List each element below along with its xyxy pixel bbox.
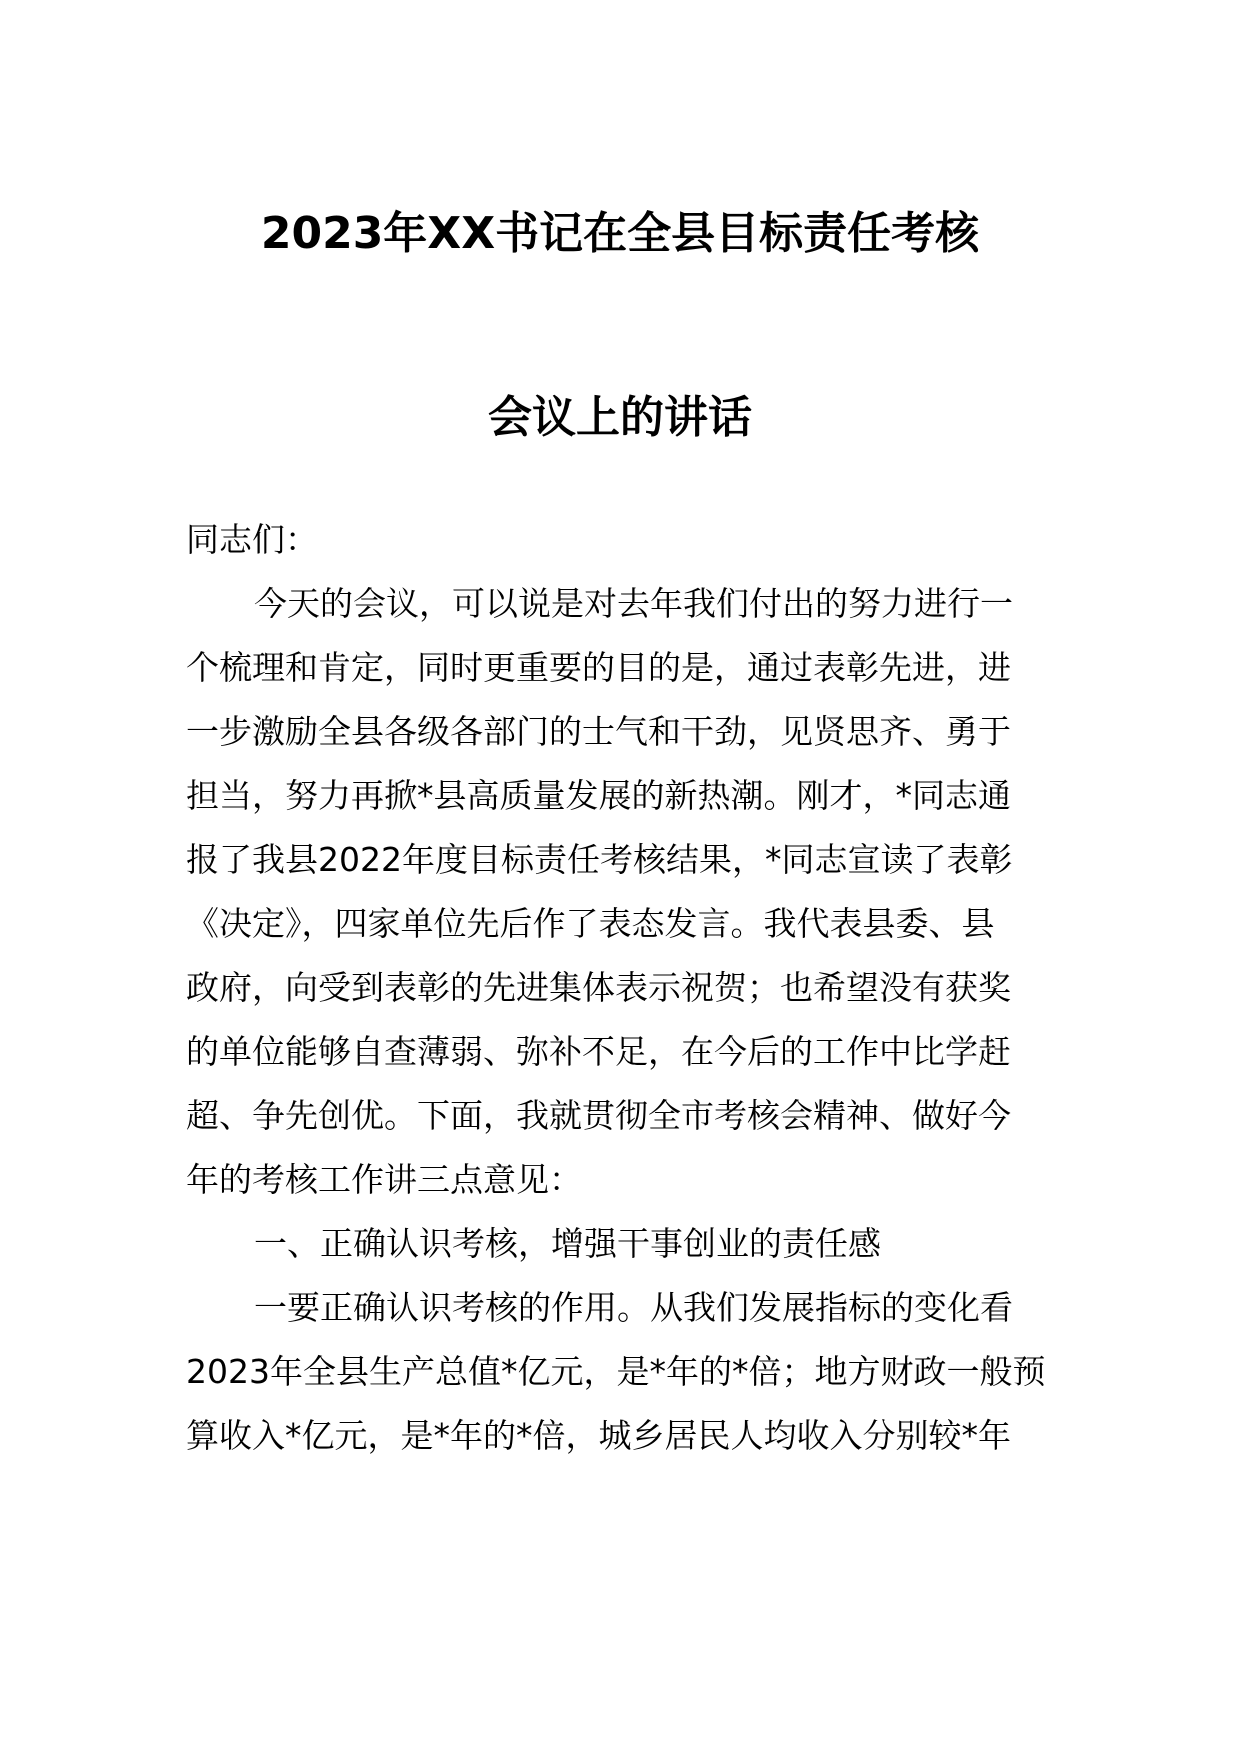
paragraph-1-line-8: 的单位能够自查薄弱、弥补不足，在今后的工作中比学赶	[186, 1032, 1011, 1071]
paragraph-1-line-9: 超、争先创优。下面，我就贯彻全市考核会精神、做好今	[186, 1096, 1011, 1135]
paragraph-1-line-6: 《决定》，四家单位先后作了表态发言。我代表县委、县	[186, 904, 995, 943]
document-title-line-2: 会议上的讲话	[488, 392, 752, 443]
paragraph-1-line-7: 政府，向受到表彰的先进集体表示祝贺；也希望没有获奖	[186, 968, 1011, 1007]
salutation: 同志们：	[186, 520, 318, 559]
paragraph-1-line-3: 一步激励全县各级各部门的士气和干劲，见贤思齐、勇于	[186, 712, 1011, 751]
paragraph-2-line-2: 2023年全县生产总值*亿元，是*年的*倍；地方财政一般预	[186, 1352, 1046, 1391]
paragraph-1-line-10: 年的考核工作讲三点意见：	[186, 1160, 582, 1199]
paragraph-1-line-5: 报了我县2022年度目标责任考核结果，*同志宣读了表彰	[186, 840, 1013, 879]
paragraph-2-line-3: 算收入*亿元，是*年的*倍，城乡居民人均收入分别较*年	[186, 1416, 1011, 1455]
document-title-line-1: 2023年XX书记在全县目标责任考核	[260, 208, 980, 259]
paragraph-1-line-2: 个梳理和肯定，同时更重要的目的是，通过表彰先进，进	[186, 648, 1011, 687]
section-heading-1: 一、正确认识考核，增强干事创业的责任感	[254, 1224, 881, 1263]
paragraph-2-line-1: 一要正确认识考核的作用。从我们发展指标的变化看	[254, 1288, 1013, 1327]
paragraph-1-line-1: 今天的会议，可以说是对去年我们付出的努力进行一	[254, 584, 1013, 623]
paragraph-1-line-4: 担当，努力再掀*县高质量发展的新热潮。刚才，*同志通	[186, 776, 1011, 815]
document-body	[186, 508, 1054, 1468]
